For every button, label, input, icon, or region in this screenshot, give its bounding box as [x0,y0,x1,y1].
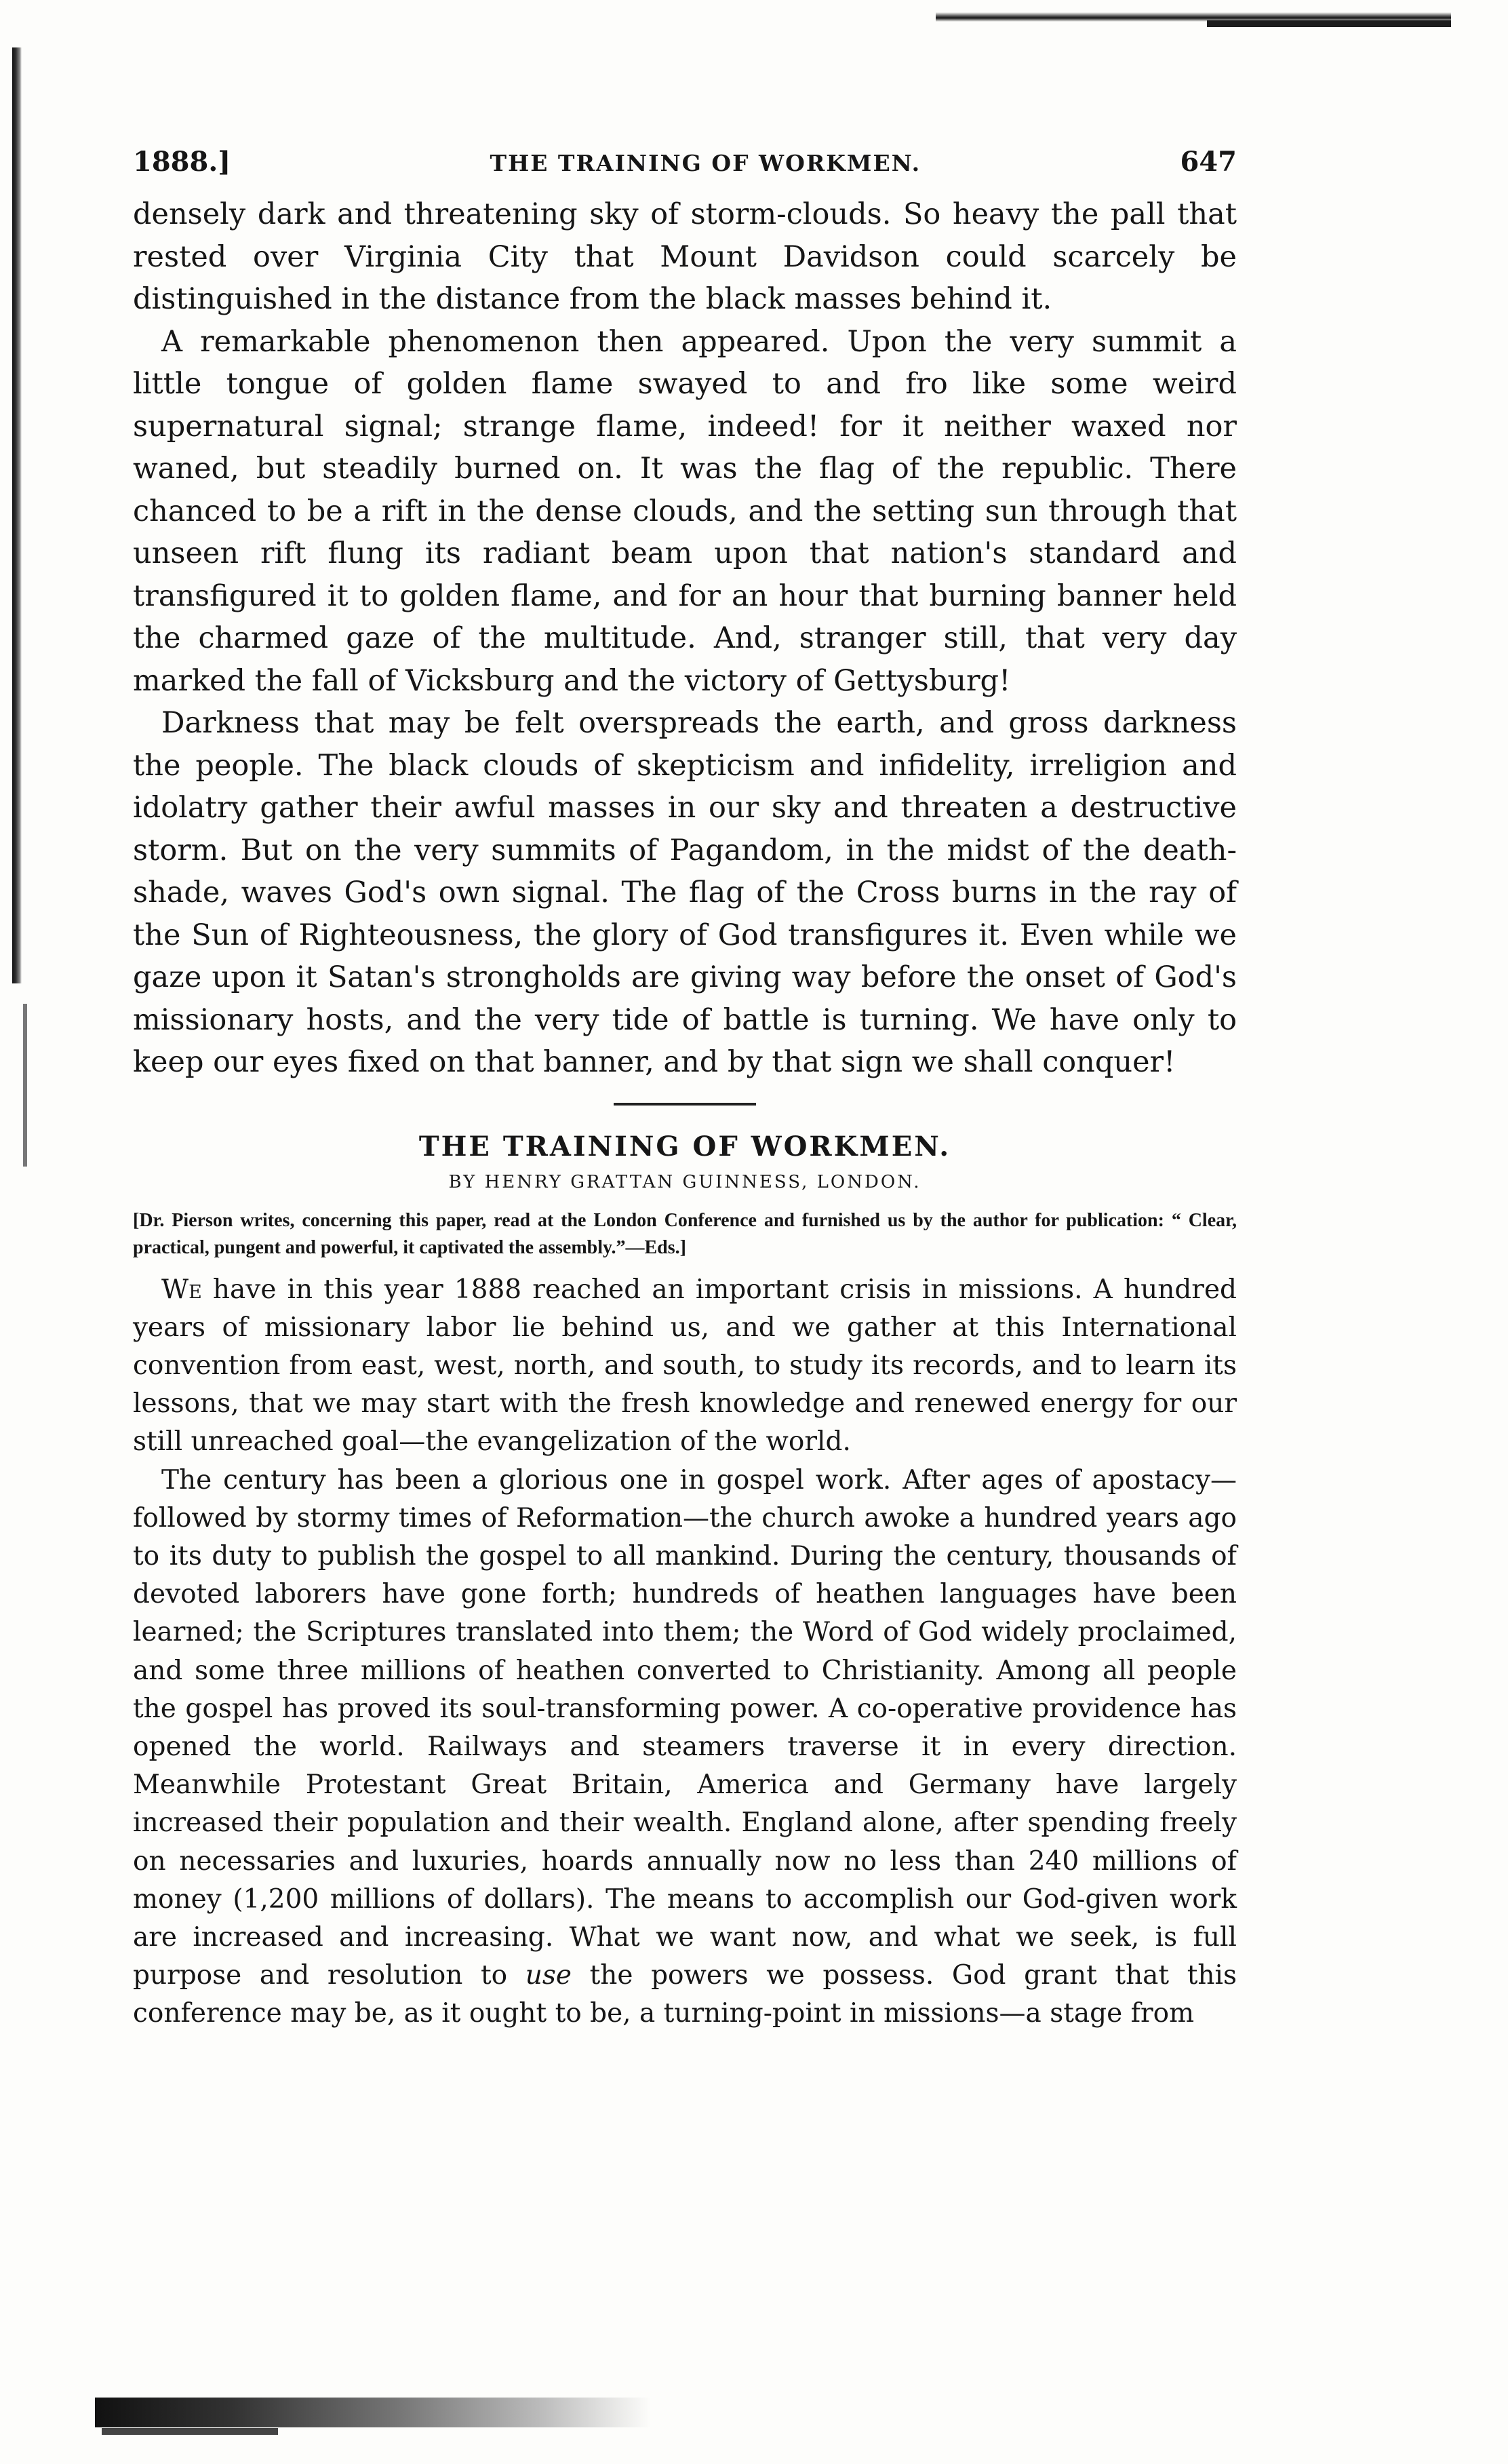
paragraph-continued: densely dark and threatening sky of storm-clouds. So heavy the pall that rested over Virginia City that Mount Davidson could scarcely be distinguished in the distance from the black masses behind it. [133,197,1237,316]
scan-edge-left-fragment [23,1004,27,1167]
section-divider [614,1103,756,1106]
scan-edge-left [12,47,22,983]
drop-word: We [161,1274,202,1305]
page-content [133,146,1237,2033]
article-byline: BY HENRY GRATTAN GUINNESS, LONDON. [448,1171,921,1192]
article-paragraph-1-text: have in this year 1888 reached an important crisis in missions. A hundred years of missionary labor lie behind us, and we gather at this International convention from east, west, north, and south, to study its records, and to learn its lessons, that we may start with the fresh knowledge and renewed energy for our still unreached goal—the evangelization of the world. [133,1274,1237,1458]
article-paragraph-2-before: The century has been a glorious one in gospel work. After ages of apostacy—followed by stormy times of Reformation—the church awoke a hundred years ago to its duty to publish the gospel to all mankind. During the century, thousands of devoted laborers have gone forth; hundreds of heathen languages have been learned; the Scriptures translated into them; the Word of God widely proclaimed, and some three millions of heathen converted to Christianity. Among all people the gospel has proved its soul-transforming power. A co-operative providence has opened the world. Railways and steamers traverse it in every direction. Meanwhile Protestant Great Britain, America and Germany have largely increased their population and their wealth. England alone, after spending freely on necessaries and luxuries, hoards annually now no less than 240 millions of money (1,200 millions of dollars). The means to accomplish our God-given work are increased and increasing. What we want now, and what we seek, is full purpose and resolution to [133,1464,1237,1991]
scan-edge-bottom [95,2398,651,2427]
editor-note [133,1207,1237,1262]
article-body [133,1271,1237,2033]
article-paragraph-2-after: the powers we possess. God grant that this conference may be, as it ought to be, a turning-point in missions—a stage from [133,1960,1237,2029]
running-header [133,146,1237,193]
header-running-title: THE TRAINING OF WORKMEN. [490,150,921,176]
header-page-number: 647 [1180,146,1237,178]
article-title: THE TRAINING OF WORKMEN. [418,1130,951,1162]
article-paragraph-2-emphasis: use [525,1960,572,1991]
paragraph-phenomenon: A remarkable phenomenon then appeared. Upon the very summit a little tongue of golden flame swayed to and fro like some weird supernatural signal; strange flame, indeed! for it neither waxed nor waned, but steadily burned on. It was the flag of the republic. There chanced to be a rift in the dense clouds, and the setting sun through that unseen rift flung its radiant beam upon that nation's standard and transfigured it to golden flame, and for an hour that burning banner held the charmed gaze of the multitude. And, stranger still, that very day marked the fall of Vicksburg and the victory of Gettysburg! [133,324,1237,698]
article-paragraph-1 [133,1271,1237,1462]
paragraph-darkness: Darkness that may be felt overspreads the earth, and gross darkness the people. The black clouds of skepticism and infidelity, irreligion and idolatry gather their awful masses in our sky and threaten a destructive storm. But on the very summits of Pagandom, in the midst of the death-shade, waves God's own signal. The flag of the Cross burns in the ray of the Sun of Righteousness, the glory of God transfigures it. Even while we gaze upon it Satan's strongholds are giving way before the onset of God's missionary hosts, and the very tide of battle is turning. We have only to keep our eyes fixed on that banner, and by that sign we shall conquer! [133,706,1237,1079]
article-paragraph-2 [133,1462,1237,2033]
scan-edge-top-dark [1207,20,1451,27]
header-year: 1888.] [133,146,231,178]
editor-note-text: [Dr. Pierson writes, concerning this paper, read at the London Conference and furnished us by the author for publication: “ Clear, practical, pungent and powerful, it captivated the assembly.”—Eds.] [133,1209,1237,1258]
scan-edge-bottom-fragment [102,2428,278,2435]
continued-text [133,193,1237,1084]
